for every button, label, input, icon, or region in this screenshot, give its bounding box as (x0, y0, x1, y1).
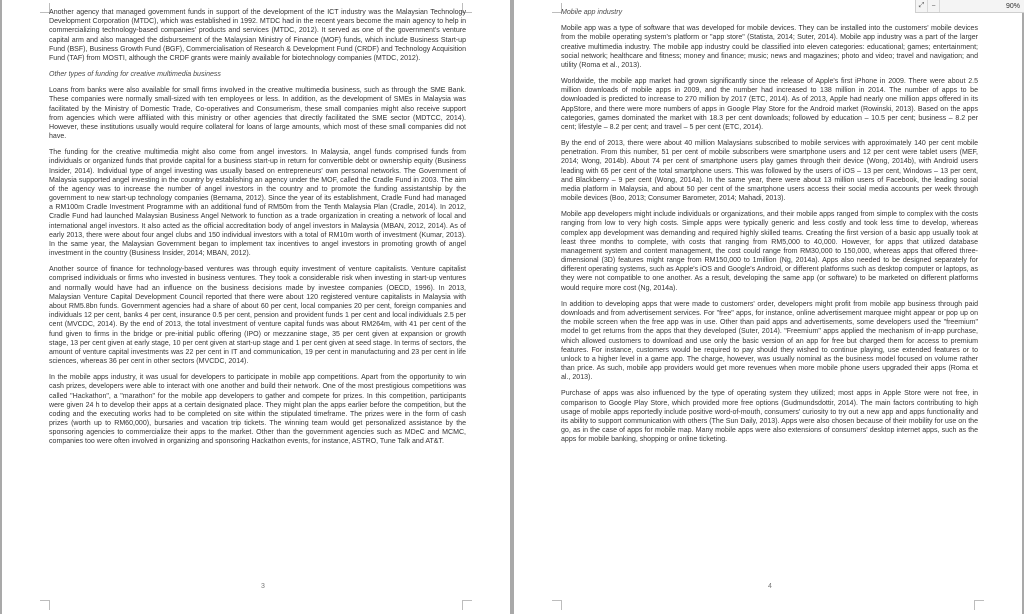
body-paragraph: Worldwide, the mobile app market had grown significantly since the release of Apple's first iPhone in 2009. There were about 2.5 million downloads of mobile apps in 2009, and the number had increased to 138 million in 2014. The number of apps to be downloaded is predicted to increase to 270 million by 2017 (ETC, 2014). As of 2013, Apple had nearly one million apps offered in its AppStore, and there were more numbers of apps in Google Play Store for the Android market (Rowinski, 2013). Based on the apps categories, games dominated the market with 18.3 per cent downloads; followed by education – 10.5 per cent; business – 8.2 per cent; lifestyle – 8.2 per cent; and travel – 5 per cent (ETC, 2014). (561, 78, 978, 131)
crop-mark (552, 600, 562, 610)
body-paragraph: Mobile app developers might include individuals or organizations, and their mobile apps ranged from simple to complex with the costs ranging from low to very high costs. Simple apps were typically generic and less costly and took less time to develop, whereas complex app development was demanding and required highly skilled teams. Creating the first version of a basic app usually took at least three months to complete, with costs that ranging from RM5,000 to 40,000. However, for apps that utilized database management system and content management, the cost could range from RM30,000 to 150,000, whereas apps that offered three-dimensional (3D) features might range from RM150,000 to 1million (Ng, 2014a). Apps also needed to be designed separately for different operating systems, such as Apple's iOS and Google's Android, or different platforms such as desktop computer or laptops, as they were not compatible to one another. As a result, developing the same app (or software) to be marketed on different platforms would require more cost (Ng, 2014a). (561, 211, 978, 292)
crop-mark (974, 600, 984, 610)
viewer-toolbar (915, 0, 1024, 13)
body-paragraph: Another source of finance for technology-based ventures was through equity investment of venture capitalists. Venture capitalist comprised individuals or firms who invested in business ventures. They took a considerable risk when investing in start-up ventures and normally would have had an influence on the business decisions made by investee companies (OECD, 1996). In 2013, Malaysian Venture Capital Development Council reported that there were about 120 registered venture capitalists in Malaysia with about RM5.8bn funds. Government agencies had a share of about 60 per cent, local companies 20 per cent, foreign companies and individuals 12 per cent, banks 4 per cent, insurance 0.5 per cent, pension and provident funds 1 per cent and local individuals 2.5 per cent (MVCDC, 2014). By the end of 2013, the total investment of venture capital funds was about RM264m, with 41 per cent of the fund given to firms in the bridge or pre-initial public offering (IPO) or mezzanine stage, 35 per cent given at expansion or growth stage, 13 per cent given at early stage, 10 per cent given at start-up stage and 1 per cent given at seed stage. In terms of sectors, the amount of venture capital investments was 22 per cent in IT and communication, 19 per cent in manufacturing and 23 per cent in life sciences, whereas 36 per cent in other sectors (MVCDC, 2014). (49, 266, 466, 366)
body-paragraph: Purchase of apps was also influenced by the type of operating system they utilized; most apps in Apple Store were not free, in comparison to Google Play Store, which provided more free options (Gudmundsdottir, 2014). The main factors contributing to high usage of mobile apps reportedly include positive word-of-mouth, consumers' curiosity to try out a new app and apps functionality and its ability to support communication with others (The Sun Daily, 2013). Apps were also chosen because of their mobility for use on the go, as in the case of apps for mobile map. Many mobile apps were also extensions of consumers' desktop internet apps, such as the apps for mobile banking, shopping or online ticketing. (561, 390, 978, 444)
body-paragraph: The funding for the creative multimedia might also come from angel investors. In Malaysia, angel funds comprised funds from individuals or organized funds that provide capital for a business start-up in return for convertible debt or ownership equity (Business Insider, 2014). Individual type of angel investing was usually based on entrepreneurs' own personal networks. The Government of Malaysia supported angel investing in the country by establishing an agency under the MOF, called the Cradle Fund in 2003. The aim of the agency was to increase the number of angel investors in the country and to promote the funding assistantship by the government to new start-up technology companies (Bernama, 2012). Since the year of its establishment, Cradle Fund had managed a RM100m Cradle Investment Programme with an additional fund of RM50m from the Tenth Malaysia Plan (Cradle, 2014). In 2012, Cradle Fund had launched Malaysian Business Angel Network to function as a trade organization in creating a network of local and international angel investors. It also acted as the official accreditation body of angel investors in Malaysia (MBAN, 2012, 2014). As of early 2013, there were about four angel clubs and 150 individual investors with a total of RM10m worth of investment (Kumar, 2013). In the same year, the Malaysian Government began to implement tax incentives to angel investors in promoting growth of angel investment in the country (Business Insider, 2014; MBAN, 2012). (49, 149, 466, 258)
zoom-out-icon[interactable]: − (928, 0, 940, 12)
section-heading: Mobile app industry (561, 9, 623, 16)
document-page-right (514, 0, 1022, 614)
body-paragraph: In addition to developing apps that were made to customers' order, developers might profit from mobile app business through paid downloads and from advertisement services. For "free" apps, for instance, online advertisement marquee might appear or pop up on the mobile screen when the free app was in use. Other than paid apps and advertisements, some developers used the "freemium" model to get returns from the apps that they developed (Suter, 2014). "Freemium" apps applied the mechanism of in-app purchase, which allowed customers to download and use only the basic version of an app for free but charged them for access to premium features. For instance, customers would be required to pay should they wished to continue playing, use extended features or to unlock to a higher level in a game app. The charge, however, was usually nominal as the business model focused on volume rather than price. As such, mobile app providers would get more revenues when more mobile phone users upgraded their apps (Roma et al., 2013). (561, 300, 978, 382)
body-paragraph: Mobile app was a type of software that was developed for mobile devices. They can be installed into the customers' mobile devices from the mobile operating system's platform or "app store" (Statista, 2014; Suter, 2014). Mobile app industry was a part of the larger creative multimedia industry. The mobile app industry could be classified into eleven categories: educational; games; entertainment; social network; healthcare and fitness; money and finance; music; news and magazines; photo and video; travel and navigation; and utility (Roma et al., 2013). (561, 25, 978, 69)
crop-mark (462, 600, 472, 610)
document-page-left (2, 0, 510, 614)
body-paragraph: Another agency that managed government funds in support of the development of the ICT industry was the Malaysian Technology Development Corporation (MTDC), which was established in 1992. MTDC had in the recent years become the main agency to help in commercializing technology-based companies' products and services (MTDC, 2012). It served as one of the government's venture capital arm and also managed the disbursement of the Malaysian Ministry of Finance (MOF) funds, which include Business Start-up Fund (BSF), Business Growth Fund (BGF), Commercialisation of Research & Development Fund (CRDF) and Technology Acquisition Fund (TAF) from MOSTI, although the CRDF grants were mainly available for biotechnology companies (MTDC, 2012). (49, 9, 466, 62)
body-paragraph: In the mobile apps industry, it was usual for developers to participate in mobile app competitions. Apart from the opportunity to win cash prizes, developers were able to interact with one another and build their network. One of the most prestigious competitions was called "Hackathon", a "marathon" for the mobile app developers to gather and compete for prizes. In this competition, participants were given 24 h to develop their apps at a certain designated place. They might plan the apps earlier before the competition, but the coding and the executing works had to be completed on site within the stipulated timeframe. The prizes were in the form of cash prizes (worth up to RM60,000), bursaries and vacation trip tickets. The winning team would get personalized assistance by the sponsoring agencies to commercialize their apps to the market. Other than the government agencies such as MDeC and MCMC, companies too were often involved in organizing and sponsoring Hackathon events, for instance, ASTRO, Tune Talk and AT&T. (49, 374, 466, 446)
page-number: 4 (768, 583, 772, 590)
right-page-text-column (561, 8, 978, 451)
body-paragraph: By the end of 2013, there were about 40 million Malaysians subscribed to mobile services with approximately 140 per cent mobile penetration. From this number, 51 per cent of mobile subscribers were smartphone users and 12 per cent were tablet users (MEF, 2014; Wong, 2014b). About 74 per cent of smartphone users play games through their device (Wong, 2014b), with Android users leading with 65 per cent of the total smartphone users. This was followed by the users of iOS – 13 per cent, Windows – 13 per cent, and Blackberry – 9 per cent (Wong, 2014a). In the same year, there were about 13 million users of Facebook, the leading social media platform in Malaysia, and about 50 per cent of the smartphone users access their social media accounts per week through mobile devices (Boo, 2013; Consumer Barometer, 2014; Mahadi, 2013). (561, 140, 978, 203)
crop-mark (40, 600, 50, 610)
body-paragraph: Loans from banks were also available for small firms involved in the creative multimedia business, such as through the SME Bank. These companies were normally small-sized with ten employees or less. In addition, as the development of SMEs in Malaysia was facilitated by the Ministry of Domestic Trade, Co-operatives and Consumerism, these small companies might also receive support from agencies which were affiliated with this ministry or other agencies that directly facilitated the SME sector (MDTCC, 2014). However, these institutions usually would require collateral for loans of large amounts, which most of these small companies did not have. (49, 87, 466, 141)
left-page-text-column (49, 8, 466, 454)
section-heading: Other types of funding for creative multimedia business (49, 71, 221, 79)
fit-page-icon[interactable]: ⤢ (916, 0, 928, 12)
zoom-level[interactable]: 90% (1005, 2, 1020, 10)
page-number: 3 (261, 583, 265, 590)
